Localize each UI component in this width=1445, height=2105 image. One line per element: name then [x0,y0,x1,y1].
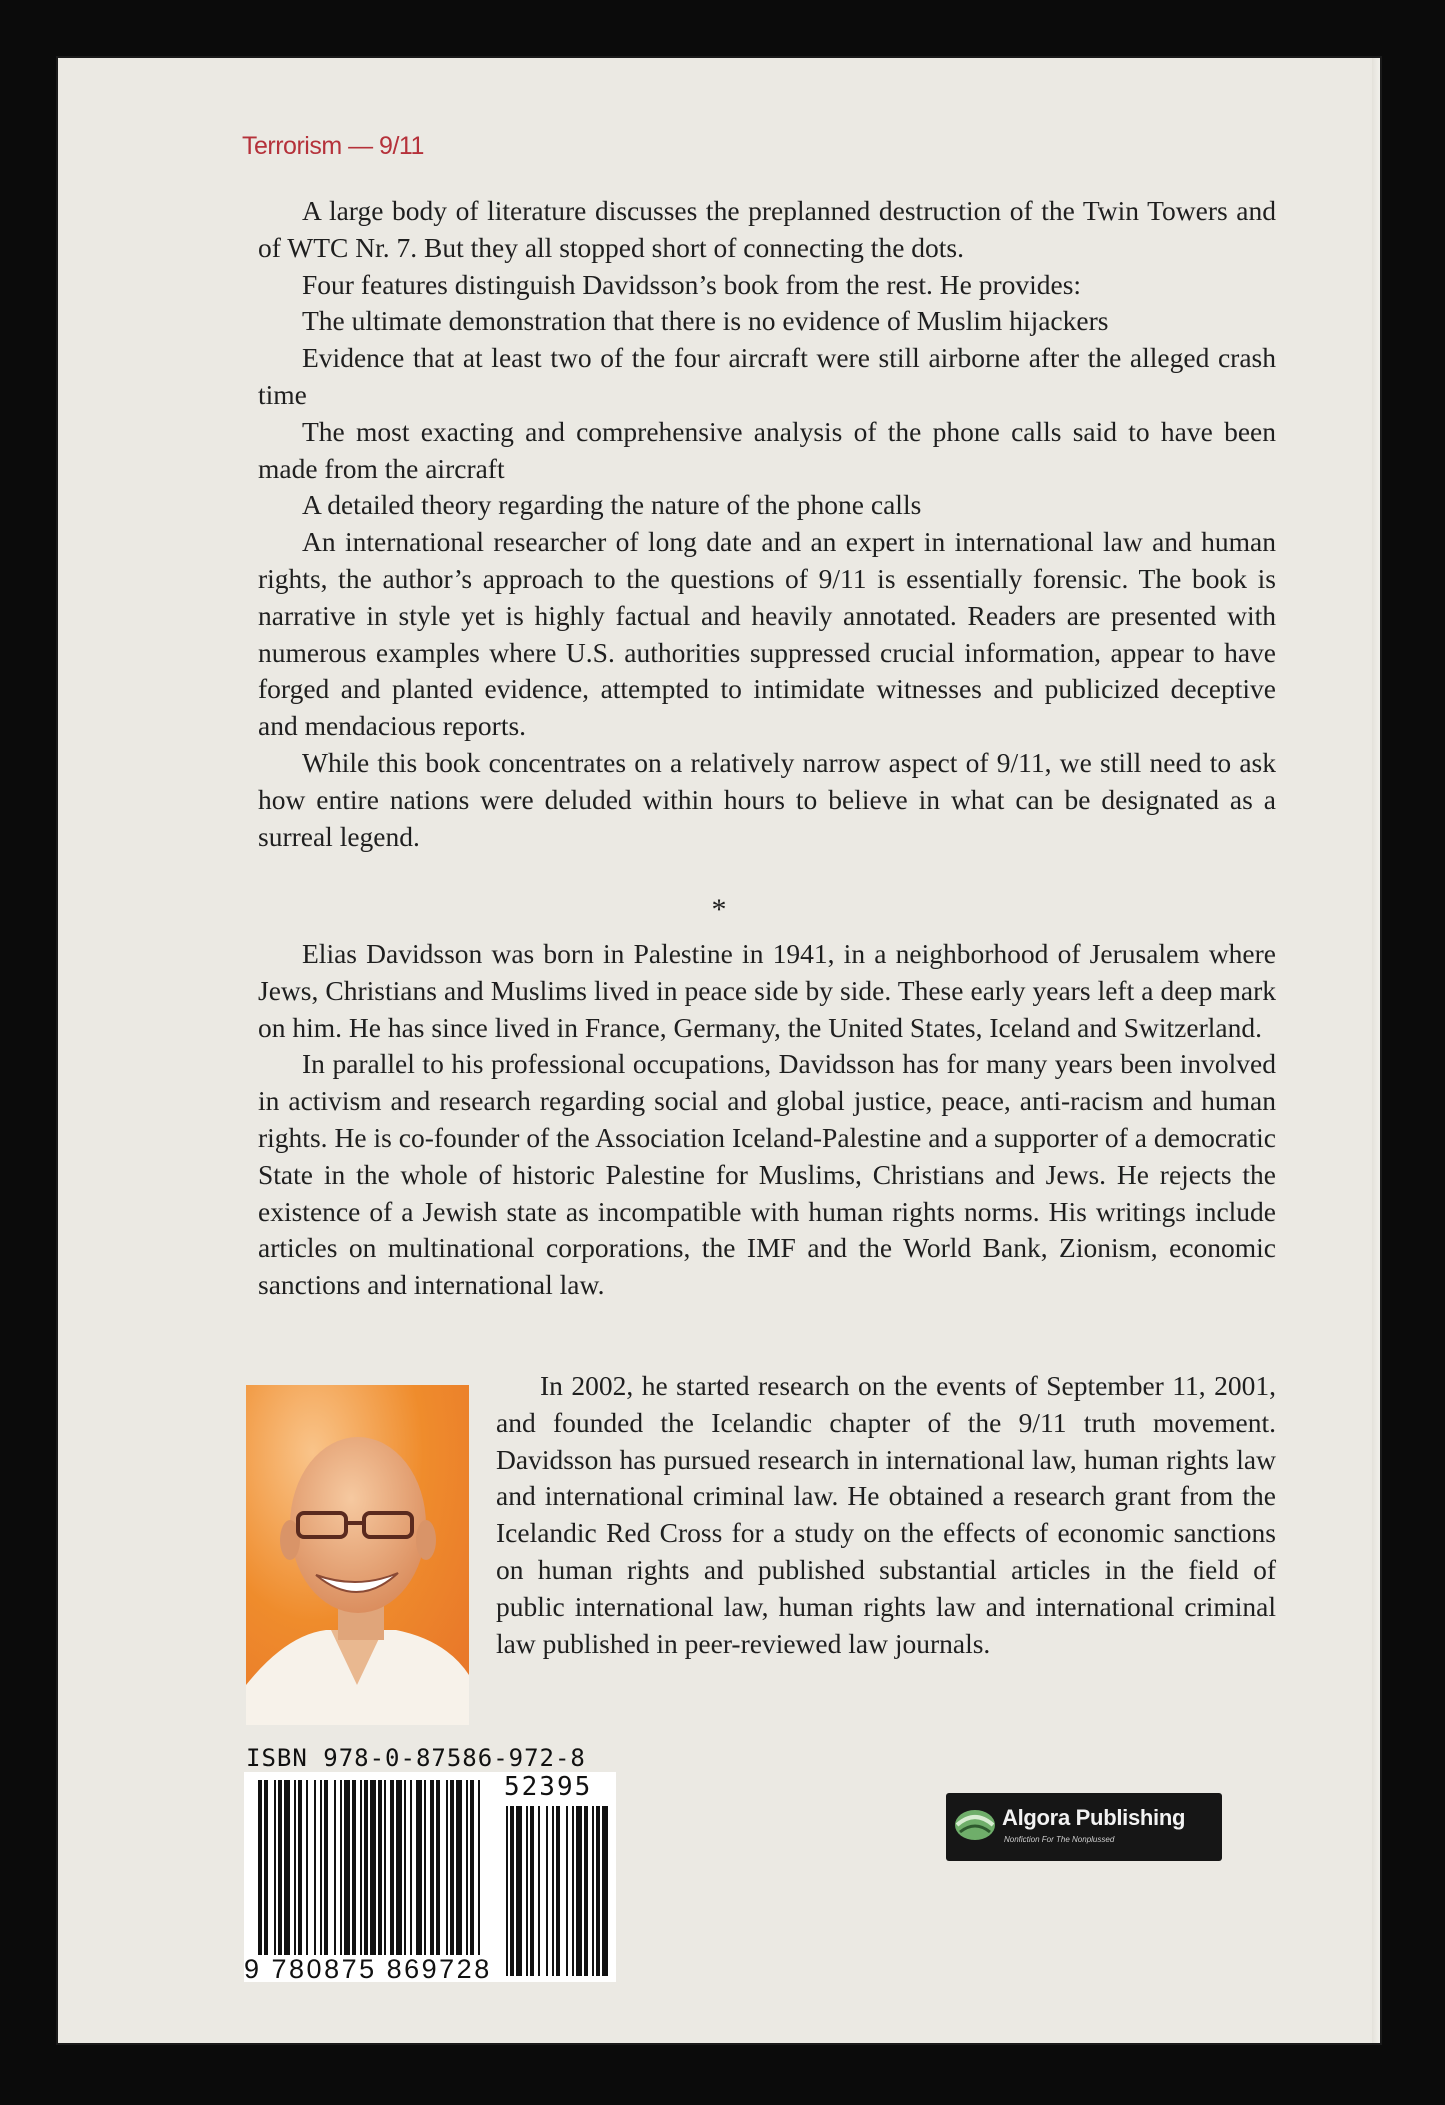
publisher-logo [946,1793,1222,1861]
author-bio [258,936,1276,1304]
barcode-bar [274,1780,276,1955]
blurb-paragraph: Four features distinguish Davidsson’s book from the rest. He provides: [302,268,1082,300]
barcode-bar [404,1780,406,1955]
addon-bar [592,1806,594,1976]
barcode-bar [264,1780,268,1955]
globe-icon [952,1805,998,1845]
addon-bar [526,1806,528,1976]
blurb-feature: Evidence that at least two of the four aircraft were still airborne after the alleged crash time [258,342,1276,410]
barcode-bar [334,1780,336,1955]
bio-paragraph: In 2002, he started research on the events of September 11, 2001, and founded the Icelandic chapter of the 9/11 truth movement. Davidsson has pursued research in international law, human rights law and international criminal law. He obtained a research grant from the Icelandic Red Cross for a study on the effects of economic sanctions on human rights and published substantial articles in the field of public international law, human rights law and international criminal law published in peer-reviewed law journals. [496,1370,1276,1659]
barcode-bar [456,1780,462,1955]
addon-bar [506,1806,508,1976]
back-cover [58,58,1380,2043]
barcode-bar [446,1780,448,1955]
addon-bar [572,1806,574,1976]
barcode-bar [306,1780,308,1955]
barcode-bar [314,1780,316,1955]
publisher-tagline: Nonfiction For The Nonplussed [1004,1835,1115,1844]
barcode-bar [478,1780,480,1955]
blurb-feature: The ultimate demonstration that there is no evidence of Muslim hijackers [302,305,1109,337]
barcode-bar [278,1780,282,1955]
addon-bar [566,1806,568,1976]
barcode-bars [244,1772,616,1982]
barcode-bar [410,1780,412,1955]
barcode-bar [298,1780,302,1955]
barcode-bar [344,1780,350,1955]
barcode-bar [384,1780,386,1955]
isbn-label: ISBN 978-0-87586-972-8 [246,1744,586,1772]
barcode-bar [370,1780,376,1955]
addon-bar [516,1806,522,1976]
barcode-bar [284,1780,290,1955]
category-label: Terrorism — 9/11 [242,132,424,160]
bio-paragraph: Elias Davidsson was born in Palestine in 1941, in a neighborhood of Jerusalem where Jews, Christians and Muslims lived in peace side by side. These early years left a deep mark on him. He has since lived in France, Germany, the United States, Iceland and Switzerland. [258,938,1276,1043]
barcode-bar [320,1780,322,1955]
blurb-feature: The most exacting and comprehensive analysis of the phone calls said to have been made from the aircraft [258,415,1276,484]
cover-spine-edge [1372,58,1380,2043]
barcode-bar [324,1780,328,1955]
publisher-name: Algora Publishing [1002,1805,1186,1830]
blurb-paragraph: An international researcher of long date and an expert in international law and human rights, the author’s approach to the questions of 9/11 is essentially forensic. The book is narrative in style yet is highly factual and heavily annotated. Readers are presented with numerous examples where U.S. authorities suppressed crucial information, appear to have forged and planted evidence, attempted to intimidate witnesses and publicized deceptive and mendacious reports. [258,526,1276,742]
barcode-bar [396,1780,402,1955]
addon-bar [552,1806,554,1976]
section-divider: * [711,893,727,926]
barcode-bar [436,1780,440,1955]
addon-bar [510,1806,514,1976]
barcode-bar [430,1780,434,1955]
author-portrait-image [246,1385,469,1725]
blurb-paragraph: While this book concentrates on a relatively narrow aspect of 9/11, we still need to ask how entire nations were deluded within hours to believe in what can be designated as a surreal legend. [258,746,1276,852]
barcode-bar [416,1780,422,1955]
barcode-bar [466,1780,468,1955]
barcode-bar [378,1780,382,1955]
barcode-bar [470,1780,474,1955]
addon-bar [576,1806,582,1976]
barcode-bar [364,1780,368,1955]
blurb-paragraph: A large body of literature discusses the preplanned destruction of the Twin Towers and of WTC Nr. 7. But they all stopped short of connecting the dots. [258,195,1276,263]
barcode-bar [294,1780,296,1955]
author-photo [246,1385,469,1725]
addon-bar [538,1806,540,1976]
barcode-number: 9 780875 869728 [244,1954,492,1984]
barcode-bar [450,1780,454,1955]
barcode-bar [360,1780,362,1955]
addon-bar [546,1806,548,1976]
barcode-bar [424,1780,426,1955]
barcode [244,1772,616,1982]
barcode-bar [352,1780,356,1955]
addon-bar [584,1806,588,1976]
addon-bar [530,1806,534,1976]
barcode-bar [340,1780,342,1955]
addon-bar [556,1806,560,1976]
barcode-bar [390,1780,394,1955]
addon-bar [596,1806,600,1976]
author-bio-continued [496,1368,1276,1662]
book-blurb [258,193,1276,855]
barcode-bar [258,1780,262,1955]
price-addon-number: 52395 [504,1772,593,1802]
addon-bar [602,1806,608,1976]
bio-paragraph: In parallel to his professional occupations, Davidsson has for many years been involved in activism and research regarding social and global justice, peace, anti-racism and human rights. He is co-founder of the Association Iceland-Palestine and a supporter of a democratic State in the whole of historic Palestine for Muslims, Christians and Jews. He rejects the existence of a Jewish state as incompatible with human rights norms. His writings include articles on multinational corporations, the IMF and the World Bank, Zionism, economic sanctions and international law. [258,1048,1276,1301]
blurb-feature: A detailed theory regarding the nature of the phone calls [302,489,922,521]
